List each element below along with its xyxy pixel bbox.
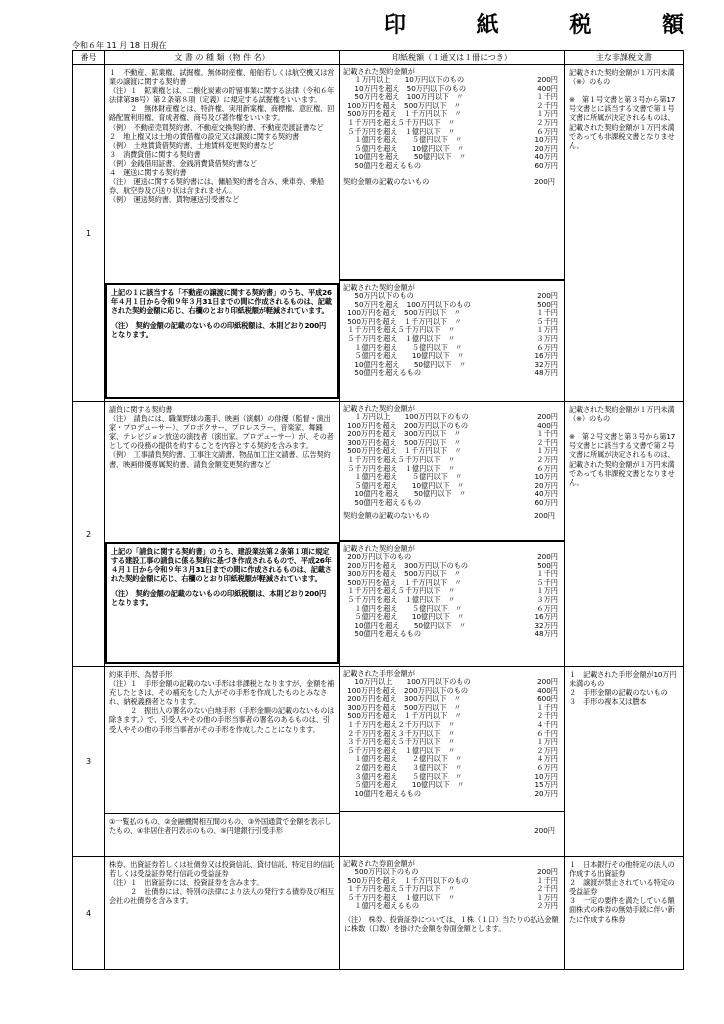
exempt-cell <box>565 402 684 667</box>
rate-amount: 60万円 <box>534 160 558 170</box>
rate-amount: 200円 <box>537 677 558 686</box>
rate-bracket: 100万円を超え 200万円以下のもの <box>340 420 469 430</box>
rate-bracket: １千万円を超え５千万円以下 〃 <box>340 454 456 464</box>
row-number: 3 <box>73 667 105 857</box>
rate-amount: 20万円 <box>534 788 558 798</box>
tax-standard <box>340 402 564 540</box>
row-number: 2 <box>73 402 105 667</box>
rate-amount: ６千円 <box>536 728 558 738</box>
rate-bracket: ５億円を超え 10億円以下 〃 <box>340 351 465 361</box>
exempt-cell <box>565 667 684 857</box>
exempt-cell <box>565 65 684 402</box>
rate-amount: １千円 <box>536 429 558 439</box>
rate-amount: １万円 <box>536 446 558 456</box>
rate-amount: 48万円 <box>534 629 558 639</box>
rate-bracket: ５千万円を超え １億円以下 〃 <box>340 333 456 343</box>
rate-table-heading: 記載された契約金額が <box>343 283 415 292</box>
tax-reduced <box>340 279 564 393</box>
rate-bracket: 100万円を超え 200万円以下のもの <box>340 685 469 695</box>
no-amount-rate: 契約金額の記載のないもの 200円 <box>343 176 555 186</box>
header-document-type: 文 書 の 種 類（物 件 名） <box>105 51 340 65</box>
rate-amount: 32万円 <box>534 359 558 369</box>
rate-amount: ５千円 <box>536 577 558 587</box>
reduced-rate-text: 上記の「請負に関する契約書」のうち、建設業法第２条第１項に規定する建設工事の請負に係る契約に基づき作成されるもので、平成26年４月１日から令和９年３月31日までの間に作成されるものは、記載された契約金額に応じ、右欄のとおり印紙税額が軽減されています。 <box>111 547 332 584</box>
rate-amount: ２万円 <box>536 745 558 755</box>
rate-amount: 10万円 <box>534 135 558 145</box>
rate-amount: ３万円 <box>536 594 558 604</box>
rate-bracket: 500万円を超え １千万円以下 〃 <box>340 109 462 119</box>
rate-bracket: 50万円を超え 100万円以下のもの <box>340 299 471 309</box>
rate-table <box>340 292 564 378</box>
rate-amount: 200円 <box>537 412 558 421</box>
rate-amount: １万円 <box>536 737 558 747</box>
rate-bracket: １万円以上 10万円以下のもの <box>340 75 465 84</box>
rate-amount: 500円 <box>537 299 558 309</box>
header-tax-amount: 印紙税額（１通又は１冊につき） <box>340 51 565 65</box>
rate-bracket: 10億円を超え 50億円以下 〃 <box>340 359 467 369</box>
rate-bracket: １億円を超え ５億円以下 〃 <box>340 472 463 482</box>
rate-bracket: ３千万円を超え５千万円以下 〃 <box>340 737 456 747</box>
rate-amount: １万円 <box>536 325 558 335</box>
rate-row <box>340 499 564 508</box>
rate-amount: ２千円 <box>536 711 558 721</box>
rate-bracket: 500万円を超え １千万円以下 〃 <box>340 316 462 326</box>
flat-rate-documents: ①一覧払のもの、②金融機関相互間のもの、③外国通貨で金額を表示したもの、④非居住者円表示のもの、⑤円建銀行引受手形 <box>105 813 339 856</box>
rate-amount: １千円 <box>536 875 558 885</box>
rate-bracket: 500万円を超え １千万円以下 〃 <box>340 711 462 721</box>
rate-amount: 16万円 <box>534 612 558 622</box>
rate-bracket: 500万円を超え １千万円以下 〃 <box>340 577 462 587</box>
rate-bracket: 50万円以下のもの <box>340 291 414 300</box>
rate-bracket: 10億円を超え 50億円以下 〃 <box>340 152 467 162</box>
rate-table-heading: 記載された手形金額が <box>343 669 415 678</box>
rate-table-heading: 記載された券面金額が <box>343 859 415 868</box>
rate-bracket: ５千万円を超え １億円以下 〃 <box>340 745 456 755</box>
rate-amount: ２万円 <box>536 454 558 464</box>
reduced-rate-note: （注） 契約金額の記載のないものの印紙税額は、本則どおり200円となります。 <box>111 321 327 340</box>
rate-table-heading: 記載された契約金額が <box>343 404 415 413</box>
rate-amount: 60万円 <box>534 497 558 507</box>
rate-amount: 200円 <box>537 75 558 84</box>
rate-amount: 10万円 <box>534 472 558 482</box>
table-row <box>73 65 684 402</box>
rate-amount: ６万円 <box>536 342 558 352</box>
document-description: 株券、出資証券若しくは社債券又は投資信託、貸付信託、特定目的信託若しくは受益証券発行信託の受益証券 （注）１ 出資証券には、投資証券を含みます。 ２ 社債券には、特別の法律により法人の発行する債券及び相互会社の社債券を含みます。 <box>109 860 335 906</box>
rate-bracket: 500万円以下のもの <box>340 867 419 876</box>
rate-bracket: ３億円を超え ５億円以下 〃 <box>340 771 463 781</box>
rate-amount: １千円 <box>536 569 558 579</box>
exempt-cell <box>565 857 684 970</box>
rate-amount: １万円 <box>536 586 558 596</box>
rate-amount: 200円 <box>537 867 558 876</box>
rate-row <box>340 902 564 911</box>
rate-bracket: ５億円を超え 10億円以下 〃 <box>340 780 465 790</box>
rate-amount: ２千円 <box>536 884 558 894</box>
rate-bracket: 10万円を超え 50万円以下のもの <box>340 83 467 93</box>
rate-table <box>340 413 564 508</box>
header-number: 番号 <box>73 51 105 65</box>
rate-bracket: 10億円を超え 50億円以下 〃 <box>340 620 467 630</box>
rate-bracket: ５千万円を超え １億円以下 〃 <box>340 126 456 136</box>
rate-bracket: ５億円を超え 10億円以下 〃 <box>340 480 465 490</box>
rate-amount: ６万円 <box>536 126 558 136</box>
rate-bracket: １千万円を超え５千万円以下 〃 <box>340 325 456 335</box>
rate-bracket: 200万円以下のもの <box>340 552 412 561</box>
document-description: 約束手形、為替手形 （注）１ 手形金額の記載のない手形は非課税となりますが、金額を補充したときは、その補充をした人がその手形を作成したものとみなされ、納税義務者となります。 ２ 振出人の署名のない白地手形（手形金額の記載のないものは除きます。）で、引受人やその他の手形当事者の署名のあるものは、引受人やその他の手形当事者がその手形を作成したことになります。 <box>109 670 335 734</box>
rate-amount: 20万円 <box>534 480 558 490</box>
exempt-text: １ 記載された手形金額が10万円未満のもの ２ 手形金額の記載のないもの ３ 手形の複本又は謄本 <box>569 670 677 707</box>
document-description: １ 不動産、鉱業権、試掘権、無体財産権、船舶若しくは航空機又は営業の譲渡に関する契約書 （注）１ 鉱業権とは、二酸化炭素の貯留事業に関する法律（令和６年法律第38号）第２条第８項（定義）に規定する試掘権をいいます。 ２ 無体財産権とは、特許権、実用新案権、商標権、意匠権、回路配置利用権、育成者権、商号及び著作権をいいます。 （例） 不動産売買契約書、不動産交換契約書、不動産売渡証書など ２ 地上権又は土地の賃借権の設定又は譲渡に関する契約書 （例） 土地賃貸借契約書、土地賃料変更契約書など ３ 消費貸借に関する契約書 （例）金銭借用証書、金銭消費貸借契約書など ４ 運送に関する契約書 （注） 運送に関する契約書には、傭船契約書を含み、乗車券、乗船券、航空券及び送り状は含まれません。 （例） 運送契約書、貨物運送引受書など <box>109 68 335 205</box>
rate-amount: ６万円 <box>536 603 558 613</box>
rate-amount: ４千円 <box>536 719 558 729</box>
page-title: 印 紙 税 額 <box>384 12 684 38</box>
tax-standard <box>340 65 564 279</box>
rate-amount: ２千円 <box>536 100 558 110</box>
rate-amount: 32万円 <box>534 620 558 630</box>
header-exempt-documents: 主な非課税文書 <box>565 51 684 65</box>
flat-rate-value: 200円 <box>534 826 555 835</box>
rate-table <box>340 678 564 798</box>
rate-bracket: 50億円を超えるもの <box>340 368 422 378</box>
exempt-text: １ 日本銀行その他特定の法人の作成する出資証券 ２ 譲渡が禁止されている特定の受益証券 ３ 一定の要件を満たしている額面株式の株券の無効手続に伴い新たに作成する株券 <box>569 860 675 924</box>
rate-bracket: 100万円を超え 500万円以下 〃 <box>340 308 461 318</box>
row-number: 4 <box>73 857 105 970</box>
rate-bracket: １億円を超え ５億円以下 〃 <box>340 603 463 613</box>
rate-amount: 15万円 <box>534 780 558 790</box>
rate-bracket: １万円以上 100万円以下のもの <box>340 412 469 421</box>
rate-bracket: １千万円を超え５千万円以下 〃 <box>340 117 456 127</box>
document-cell <box>105 402 340 667</box>
rate-bracket: 500万円を超え １千万円以下のもの <box>340 875 469 885</box>
table-row <box>73 667 684 857</box>
rate-amount: 40万円 <box>534 152 558 162</box>
rate-amount: 400円 <box>537 83 558 93</box>
tax-flat <box>340 811 564 848</box>
rate-bracket: 300万円を超え 500万円以下 〃 <box>340 569 461 579</box>
tax-note: （注） 株券、投資証券については、１株（１口）当たりの払込金額に株数（口数）を掛けた金額を券面金額とします。 <box>344 914 559 934</box>
as-of-date: 令和６年 11 月 18 日現在 <box>72 41 167 50</box>
tax-standard <box>340 667 564 811</box>
rate-bracket: 50億円を超えるもの <box>340 497 422 507</box>
rate-bracket: ５千万円を超え １億円以下 〃 <box>340 594 456 604</box>
rate-amount: ３万円 <box>536 333 558 343</box>
rate-amount: ２千円 <box>536 437 558 447</box>
rate-amount: １千円 <box>536 702 558 712</box>
rate-row <box>340 369 564 378</box>
rate-table <box>340 76 564 171</box>
rate-bracket: 50億円を超えるもの <box>340 160 422 170</box>
rate-amount: 400円 <box>537 685 558 695</box>
rate-bracket: 200万円を超え 300万円以下のもの <box>340 560 469 570</box>
document-cell <box>105 667 340 857</box>
rate-bracket: １億円を超え ５億円以下 〃 <box>340 342 463 352</box>
rate-bracket: ５億円を超え 10億円以下 〃 <box>340 612 465 622</box>
rate-amount: 48万円 <box>534 368 558 378</box>
table-row <box>73 857 684 970</box>
rate-amount: 40万円 <box>534 489 558 499</box>
rate-amount: 500円 <box>537 560 558 570</box>
table-header-row <box>73 51 684 65</box>
rate-amount: ２万円 <box>536 901 558 911</box>
document-description: 請負に関する契約書 （注） 請負には、職業野球の選手、映画（演劇）の俳優（監督・演出家・プロデューサー）、プロボクサー、プロレスラー、音楽家、舞踊家、テレビジョン放送の演技者（演出家、プロデューサー）が、その者としての役務の提供を約することを内容とする契約を含みます。 （例） 工事請負契約書、工事注文請書、物品加工注文請書、広告契約書、映画俳優専属契約書、請負金額変更契約書など <box>109 405 334 469</box>
exempt-text: 記載された契約金額が１万円未満（※）のもの ※ 第２号文書と第３号から第17号文書とに該当する文書で第２号文書に所属が決定されるものは、記載された契約金額が１万円未満であっても非課税文書となりません。 <box>569 405 676 487</box>
rate-bracket: 10億円を超え 50億円以下 〃 <box>340 489 467 499</box>
rate-bracket: 10億円を超えるもの <box>340 788 422 798</box>
rate-bracket: 100万円を超え 500万円以下 〃 <box>340 100 461 110</box>
stamp-duty-table <box>72 50 684 970</box>
rate-amount: 10万円 <box>534 771 558 781</box>
rate-bracket: 50億円を超えるもの <box>340 629 422 639</box>
rate-table-heading: 記載された契約金額が <box>343 544 415 553</box>
no-amount-rate: 契約金額の記載のないもの 200円 <box>343 510 555 520</box>
rate-table-heading: 記載された契約金額が <box>343 67 415 76</box>
rate-bracket: １億円を超え ５億円以下 〃 <box>340 135 463 145</box>
reduced-rate-box <box>105 283 339 399</box>
rate-amount: １万円 <box>536 892 558 902</box>
rate-row <box>340 630 564 639</box>
tax-cell <box>340 65 565 402</box>
rate-bracket: 300万円を超え 500万円以下 〃 <box>340 437 461 447</box>
rate-row <box>340 162 564 171</box>
rate-amount: ６万円 <box>536 762 558 772</box>
reduced-rate-note: （注） 契約金額の記載のないものの印紙税額は、本則どおり200円となります。 <box>111 589 327 608</box>
rate-table <box>340 868 564 911</box>
rate-bracket: ５千万円を超え １億円以下 〃 <box>340 892 456 902</box>
rate-table <box>340 553 564 639</box>
rate-amount: 200円 <box>537 552 558 561</box>
rate-amount: 20万円 <box>534 143 558 153</box>
document-cell <box>105 857 340 970</box>
tax-reduced <box>340 540 564 658</box>
rate-bracket: １千万円を超え２千万円以下 〃 <box>340 719 456 729</box>
tax-cell <box>340 667 565 857</box>
rate-amount: ２万円 <box>536 117 558 127</box>
rate-bracket: 200万円を超え 300万円以下 〃 <box>340 429 461 439</box>
rate-amount: 600円 <box>537 694 558 704</box>
row-number: 1 <box>73 65 105 402</box>
rate-bracket: 10万円以上 100万円以下のもの <box>340 677 471 686</box>
rate-bracket: ２億円を超え ３億円以下 〃 <box>340 762 463 772</box>
rate-amount: 400円 <box>537 420 558 430</box>
table-row <box>73 402 684 667</box>
rate-bracket: 50万円を超え 100万円以下 〃 <box>340 92 464 102</box>
rate-bracket: 200万円を超え 300万円以下 〃 <box>340 694 461 704</box>
exempt-text: 記載された契約金額が１万円未満（※）のもの ※ 第１号文書と第３号から第17号文書とに該当する文書で第１号文書に所属が決定されるものは、記載された契約金額が１万円未満であっても非課税文書となりません。 <box>569 68 676 150</box>
rate-row <box>340 790 564 799</box>
rate-amount: ５千円 <box>536 316 558 326</box>
rate-amount: １千円 <box>536 92 558 102</box>
rate-amount: １万円 <box>536 109 558 119</box>
rate-bracket: ５千万円を超え １億円以下 〃 <box>340 463 456 473</box>
rate-bracket: １千万円を超え５千万円以下 〃 <box>340 884 456 894</box>
rate-bracket: １億円を超えるもの <box>340 901 420 911</box>
reduced-rate-box <box>105 542 339 664</box>
rate-amount: 16万円 <box>534 351 558 361</box>
tax-cell <box>340 402 565 667</box>
rate-bracket: １億円を超え ２億円以下 〃 <box>340 754 463 764</box>
rate-bracket: ２千万円を超え３千万円以下 〃 <box>340 728 456 738</box>
rate-bracket: 500万円を超え １千万円以下 〃 <box>340 446 462 456</box>
rate-amount: ６万円 <box>536 463 558 473</box>
rate-bracket: ５億円を超え 10億円以下 〃 <box>340 143 465 153</box>
tax-cell <box>340 857 565 970</box>
rate-bracket: 300万円を超え 500万円以下 〃 <box>340 702 461 712</box>
rate-amount: ４万円 <box>536 754 558 764</box>
reduced-rate-text: 上記の１に該当する「不動産の譲渡に関する契約書」のうち、平成26年４月１日から令和９年３月31日までの間に作成されるものは、記載された契約金額に応じ、右欄のとおり印紙税額が軽減されています。 <box>111 288 332 316</box>
rate-amount: 200円 <box>537 291 558 300</box>
rate-amount: １千円 <box>536 308 558 318</box>
rate-bracket: １千万円を超え５千万円以下 〃 <box>340 586 456 596</box>
document-cell <box>105 65 340 402</box>
